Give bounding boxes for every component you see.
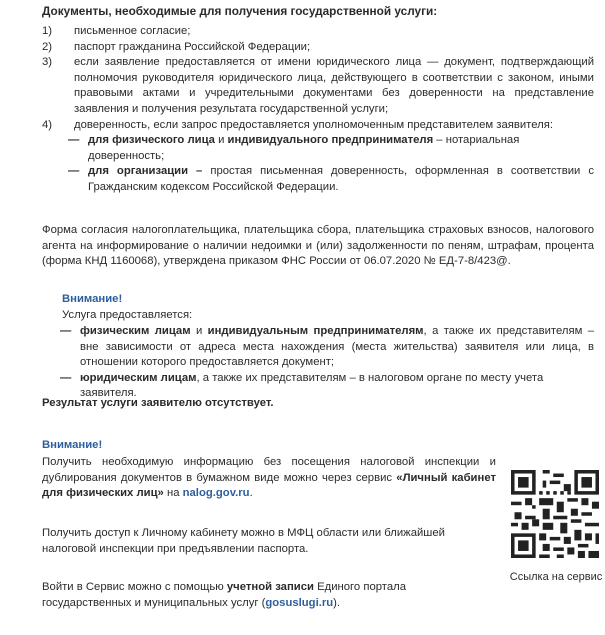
list-item: 3) если заявление предоставляется от имени юридического лица — документ, подтверждающий полномочия руководителя юридического лица, действующего в соответствии с законом, иными правовыми актами и учредительными документами без доверенности на представление заявления и получения результата государственной услуги; [42,56,594,115]
access-paragraph: Получить доступ к Личному кабинету можно в МФЦ области или ближайшей налоговой инспекции при предъявлении паспорта. [42,527,445,555]
qr-caption: Ссылка на сервис [509,571,603,583]
notice-title: Внимание! [62,293,123,305]
login-paragraph: Войти в Сервис можно с помощью учетной записи Единого портала государственных и муниципальных услуг (gosuslugi.ru). [42,581,406,609]
documents-list [42,24,594,196]
notice-intro: Услуга предоставляется: [62,309,193,321]
result-line: Результат услуги заявителю отсутствует. [42,397,274,409]
list-item: 2) паспорт гражданина Российской Федерации; [42,40,311,53]
form-paragraph: Форма согласия налогоплательщика, плательщика сбора, плательщика страховых взносов, налогового агента на информирование о наличии недоимки и (или) задолженности по пеням, штрафам, процента (форма КНД 1160068), утверждена приказом ФНС России от 06.07.2020 № ЕД-7-8/423@. [42,224,594,268]
nalog-link[interactable]: nalog.gov.ru [182,487,250,500]
section-heading: Документы, необходимые для получения государственной услуги: [42,4,438,18]
notice-item-individuals: — физическим лицам и индивидуальным предпринимателям, а также их представителям – вне зависимости от адреса места нахождения (места жительства) заявителя или лица, в отношении которого предоставляется документ; [60,325,595,369]
gosuslugi-link[interactable]: gosuslugi.ru [265,596,334,609]
notice-item-legal: — юридическим лицам, а также их представителям – в налоговом органе по месту учета заявителя. [60,371,544,400]
list-item: 1) письменное согласие; [42,25,191,37]
proxy-item-organization: — для организации – простая письменная доверенность, оформленная в соответствии с Гражданским кодексом Российской Федерации. [68,165,594,193]
list-item: 4) доверенность, если запрос предоставляется уполномоченным представителем заявителя: [42,118,553,131]
proxy-item-individual: — для физического лица и индивидуального предпринимателя – нотариальная доверенность; [68,134,520,162]
notice-list [42,324,594,402]
lk-paragraph: Получить необходимую информацию без посещения налоговой инспекции и дублирования документов в бумажном виде можно через сервис «Личный кабинет для физических лиц» на nalog.gov.ru. [42,456,496,500]
qr-code-icon[interactable] [511,470,599,558]
notice-title: Внимание! [42,439,103,451]
